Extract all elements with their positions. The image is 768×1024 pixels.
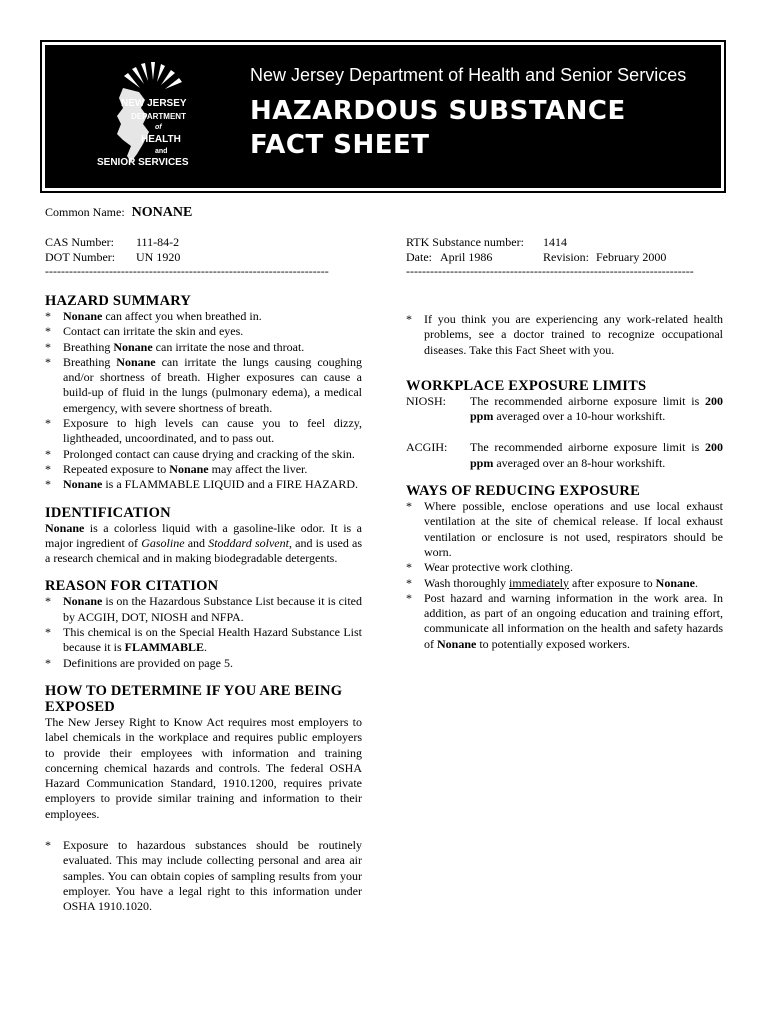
- date-label: Date:: [406, 250, 432, 264]
- left-column: [45, 293, 362, 927]
- acgih-limit: ACGIH: The recommended airborne exposure limit is 200 ppm averaged over an 8-hour workshift.: [406, 440, 723, 470]
- hazard-item: * Breathing Nonane can irritate the lungs causing coughing and/or shortness of breath. Higher exposures can cause a build-up of fluid in the lungs (pulmonary edema), a medical emergency, with severe shortness of breath.: [45, 355, 362, 416]
- exposed-section: [45, 683, 362, 915]
- reducing-item: * Post hazard and warning information in the work area. In addition, as part of an ongoing education and training effort, communicate all information on the health and safety hazards of Nonane to potentially exposed workers.: [406, 591, 723, 652]
- hazard-summary-section: [45, 293, 362, 493]
- reducing-list: [406, 499, 723, 652]
- reason-section: [45, 578, 362, 670]
- common-name-value: NONANE: [131, 205, 193, 220]
- reason-list: [45, 594, 362, 670]
- common-name-row: [45, 205, 192, 220]
- dot-value: UN 1920: [136, 250, 181, 264]
- exposed-continued: [406, 312, 723, 358]
- logo-line4: HEALTH: [141, 134, 181, 145]
- reducing-item: * Wear protective work clothing.: [406, 560, 723, 575]
- title-line1: HAZARDOUS SUBSTANCE: [250, 96, 626, 126]
- reducing-item: * Where possible, enclose operations and use local exhaust ventilation at the site of chemical release. If local exhaust ventilation or enclosure is not used, respirators should be worn.: [406, 499, 723, 560]
- revision-label: Revision:: [543, 250, 590, 264]
- reason-item: * Definitions are provided on page 5.: [45, 656, 362, 671]
- logo-line5: and: [155, 148, 168, 155]
- identification-heading: IDENTIFICATION: [45, 504, 171, 521]
- hazard-item: * Contact can irritate the skin and eyes.: [45, 324, 362, 339]
- logo-line2: DEPARTMENT: [131, 112, 186, 121]
- hazard-summary-heading: HAZARD SUMMARY: [45, 293, 192, 309]
- reducing-heading: WAYS OF REDUCING EXPOSURE: [406, 483, 640, 500]
- cas-label: CAS Number:: [45, 235, 114, 249]
- date-value: April 1986: [440, 250, 493, 264]
- logo-line6: SENIOR SERVICES: [97, 157, 189, 168]
- exposed-list: [45, 838, 362, 914]
- limits-heading: WORKPLACE EXPOSURE LIMITS: [406, 377, 647, 394]
- reason-item: * This chemical is on the Special Health Hazard Substance List because it is FLAMMABLE.: [45, 625, 362, 656]
- title-line2: FACT SHEET: [250, 130, 430, 160]
- right-column: [406, 312, 723, 664]
- identification-section: [45, 505, 362, 567]
- niosh-label: NIOSH:: [406, 393, 447, 408]
- hazard-item: * Prolonged contact can cause drying and cracking of the skin.: [45, 447, 362, 462]
- dot-label: DOT Number:: [45, 250, 116, 264]
- rtk-value: 1414: [543, 235, 567, 249]
- hazard-item: * Nonane can affect you when breathed in.: [45, 309, 362, 324]
- reducing-item: * Wash thoroughly immediately after exposure to Nonane.: [406, 576, 723, 591]
- nj-health-logo: [93, 58, 233, 178]
- hazard-item: * Breathing Nonane can irritate the nose and throat.: [45, 340, 362, 355]
- limits-section: [406, 378, 723, 471]
- exposed-paragraph: The New Jersey Right to Know Act requires most employers to label chemicals in the workplace and requires public employers to provide their employees with information and training concerning chemical hazards and controls. The federal OSHA Hazard Communication Standard, 1910.1200, requires private employers to provide similar training and information to their employees.: [45, 714, 362, 821]
- exposed-heading: HOW TO DETERMINE IF YOU ARE BEING EXPOSED: [45, 682, 343, 715]
- hazard-item: * Nonane is a FLAMMABLE LIQUID and a FIRE HAZARD.: [45, 477, 362, 492]
- reducing-section: [406, 483, 723, 652]
- acgih-label: ACGIH:: [406, 440, 448, 455]
- header-banner: [45, 45, 721, 188]
- exposed-item: * If you think you are experiencing any work-related health problems, see a doctor trained to recognize occupational diseases. Take this Fact Sheet with you.: [406, 312, 723, 358]
- identification-text: Nonane is a colorless liquid with a gasoline-like odor. It is a major ingredient of Gasoline and Stoddard solvent, and is used as a research chemical and in making biodegradable detergents.: [45, 520, 362, 566]
- reason-heading: REASON FOR CITATION: [45, 578, 219, 595]
- niosh-limit: NIOSH: The recommended airborne exposure limit is 200 ppm averaged over a 10-hour workshift.: [406, 393, 723, 424]
- revision-value: February 2000: [596, 250, 667, 264]
- divider-left: -----------------------------------------------------------------------: [45, 264, 329, 278]
- divider-right: ------------------------------------------------------------------------: [406, 264, 694, 278]
- cas-value: 111-84-2: [136, 235, 180, 249]
- hazard-item: * Repeated exposure to Nonane may affect the liver.: [45, 462, 362, 477]
- rtk-label: RTK Substance number:: [406, 235, 524, 249]
- common-name-label: Common Name:: [45, 205, 125, 219]
- logo-line3: of: [155, 124, 162, 131]
- logo-line1: NEW JERSEY: [121, 98, 187, 109]
- department-name: New Jersey Department of Health and Senior Services: [250, 65, 687, 85]
- exposed-item: * Exposure to hazardous substances should be routinely evaluated. This may include collecting personal and area air samples. You can obtain copies of sampling results from your employer. You have a legal right to this information under OSHA 1910.1020.: [45, 838, 362, 914]
- reason-item: * Nonane is on the Hazardous Substance List because it is cited by ACGIH, DOT, NIOSH and NFPA.: [45, 594, 362, 625]
- hazard-item: * Exposure to high levels can cause you to feel dizzy, lightheaded, uncoordinated, and to pass out.: [45, 416, 362, 447]
- hazard-summary-list: [45, 309, 362, 493]
